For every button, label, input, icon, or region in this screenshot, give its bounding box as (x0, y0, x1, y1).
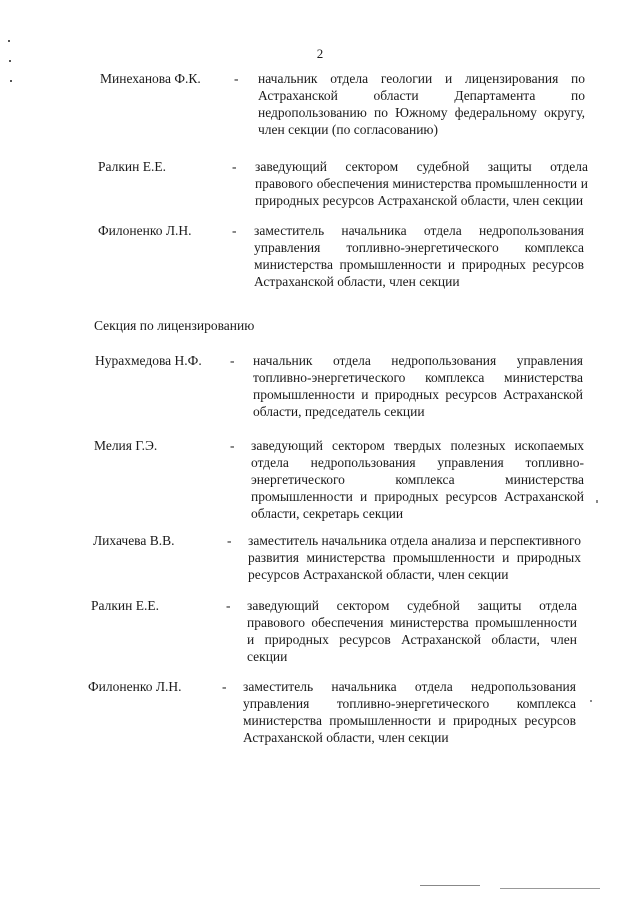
member-role: заместитель начальника отдела недропользования управления топливно-энергетического комплекса министерства промышленности и природных ресурсов Астраханской области, член секции (243, 679, 576, 745)
member-name: Мелия Г.Э. (94, 438, 158, 453)
scan-artifact (500, 888, 600, 889)
member-role: начальник отдела недропользования управления топливно-энергетического комплекса министерства промышленности и природных ресурсов Астраханской области, председатель секции (253, 353, 583, 419)
dash-separator: - (222, 679, 227, 694)
member-name: Филоненко Л.Н. (98, 223, 192, 238)
scan-artifact (596, 500, 598, 503)
member-entry (93, 532, 590, 586)
member-entry (98, 158, 588, 212)
member-role: заместитель начальника отдела анализа и перспективного развития министерства промышленности и природных ресурсов Астраханской области, член секции (248, 533, 581, 582)
member-role: заведующий сектором судебной защиты отдела правового обеспечения министерства промышленности и природных ресурсов Астраханской области, член секции (247, 598, 577, 664)
member-name: Ралкин Е.Е. (98, 159, 166, 174)
member-entry (94, 437, 590, 523)
member-role: начальник отдела геологии и лицензирования по Астраханской области Департамента по недропользованию по Южному федеральному округу, член секции (по согласованию) (258, 71, 585, 137)
member-name: Минеханова Ф.К. (100, 71, 201, 86)
member-role: заместитель начальника отдела недропользования управления топливно-энергетического комплекса министерства промышленности и природных ресурсов Астраханской области, член секции (254, 223, 584, 289)
scan-artifact (9, 60, 11, 62)
dash-separator: - (230, 438, 235, 453)
scan-artifact (420, 885, 480, 886)
scan-artifact (590, 700, 592, 702)
dash-separator: - (230, 353, 235, 368)
member-name: Лихачева В.В. (93, 533, 175, 548)
scan-artifact (8, 40, 10, 42)
member-name: Филоненко Л.Н. (88, 679, 182, 694)
member-name: Ралкин Е.Е. (91, 598, 159, 613)
member-entry (100, 70, 585, 140)
member-name: Нурахмедова Н.Ф. (95, 353, 202, 368)
member-entry (95, 352, 590, 422)
member-entry (88, 678, 590, 748)
dash-separator: - (232, 159, 237, 174)
member-role: заведующий сектором твердых полезных ископаемых отдела недропользования управления топливно-энергетического комплекса министерства промышленности и природных ресурсов Астраханской области, секретарь секции (251, 438, 584, 521)
dash-separator: - (234, 71, 239, 86)
dash-separator: - (227, 533, 232, 548)
member-role: заведующий сектором судебной защиты отдела правового обеспечения министерства промышленности и природных ресурсов Астраханской области, член секции (255, 159, 588, 208)
member-entry (91, 597, 590, 667)
scan-artifact (10, 80, 12, 82)
dash-separator: - (226, 598, 231, 613)
dash-separator: - (232, 223, 237, 238)
section-title: Секция по лицензированию (94, 318, 255, 333)
page-number: 2 (316, 46, 324, 61)
member-entry (98, 222, 588, 292)
